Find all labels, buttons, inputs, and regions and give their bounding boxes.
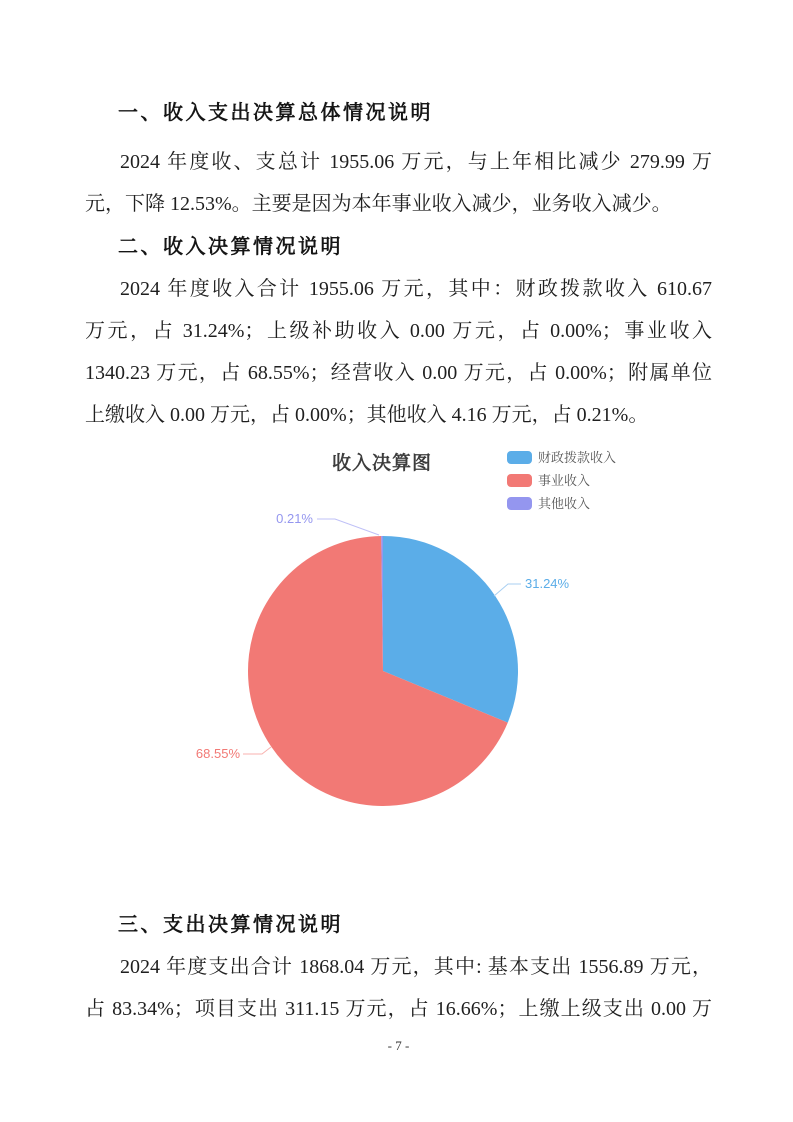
section-1-heading: 一、收入支出决算总体情况说明 xyxy=(118,102,433,124)
text-line: 2024 年度收入合计 1955.06 万元，其中：财政拨款收入 610.67 xyxy=(120,278,712,300)
pie-value-label: 68.55% xyxy=(195,746,240,761)
text-line: 1340.23 万元，占 68.55%；经营收入 0.00 万元，占 0.00%；附属单位 xyxy=(85,362,712,384)
legend-swatch xyxy=(507,451,532,464)
text-line: 上缴收入 0.00 万元，占 0.00%；其他收入 4.16 万元，占 0.21%。 xyxy=(85,404,649,426)
text-line: 2024 年度支出合计 1868.04 万元，其中: 基本支出 1556.89 万元， xyxy=(120,956,712,978)
chart-title: 收入决算图 xyxy=(331,453,433,474)
label-leader-line xyxy=(317,519,379,535)
income-pie-chart xyxy=(85,436,712,904)
legend-swatch xyxy=(507,474,532,487)
legend-swatch xyxy=(507,497,532,510)
section-2-paragraph xyxy=(85,268,712,436)
label-leader-line xyxy=(243,747,271,754)
legend-label: 事业收入 xyxy=(538,473,591,488)
text-line: 元，下降 12.53%。主要是因为本年事业收入减少，业务收入减少。 xyxy=(85,193,672,215)
section-1-paragraph xyxy=(85,141,712,225)
pie-value-label: 31.24% xyxy=(525,576,570,591)
text-line: 2024 年度收、支总计 1955.06 万元，与上年相比减少 279.99 万 xyxy=(120,151,712,173)
legend-label: 财政拨款收入 xyxy=(538,450,617,465)
text-line: 万元，占 31.24%；上级补助收入 0.00 万元，占 0.00%；事业收入 xyxy=(85,320,712,342)
text-line: 占 83.34%；项目支出 311.15 万元，占 16.66%；上缴上级支出 0.00 万 xyxy=(85,998,712,1020)
pie-value-label: 0.21% xyxy=(276,511,313,526)
section-3-heading: 三、支出决算情况说明 xyxy=(118,914,343,936)
legend-item xyxy=(507,451,616,464)
section-2-heading: 二、收入决算情况说明 xyxy=(118,236,343,258)
section-3-paragraph xyxy=(85,946,712,1030)
document-content xyxy=(0,92,793,1056)
legend-item xyxy=(507,497,616,510)
chart-legend xyxy=(507,451,616,510)
legend-label: 其他收入 xyxy=(538,496,591,511)
pie-svg xyxy=(85,436,712,904)
page-number: - 7 - xyxy=(387,1038,410,1053)
legend-item xyxy=(507,474,616,487)
label-leader-line xyxy=(494,584,521,596)
